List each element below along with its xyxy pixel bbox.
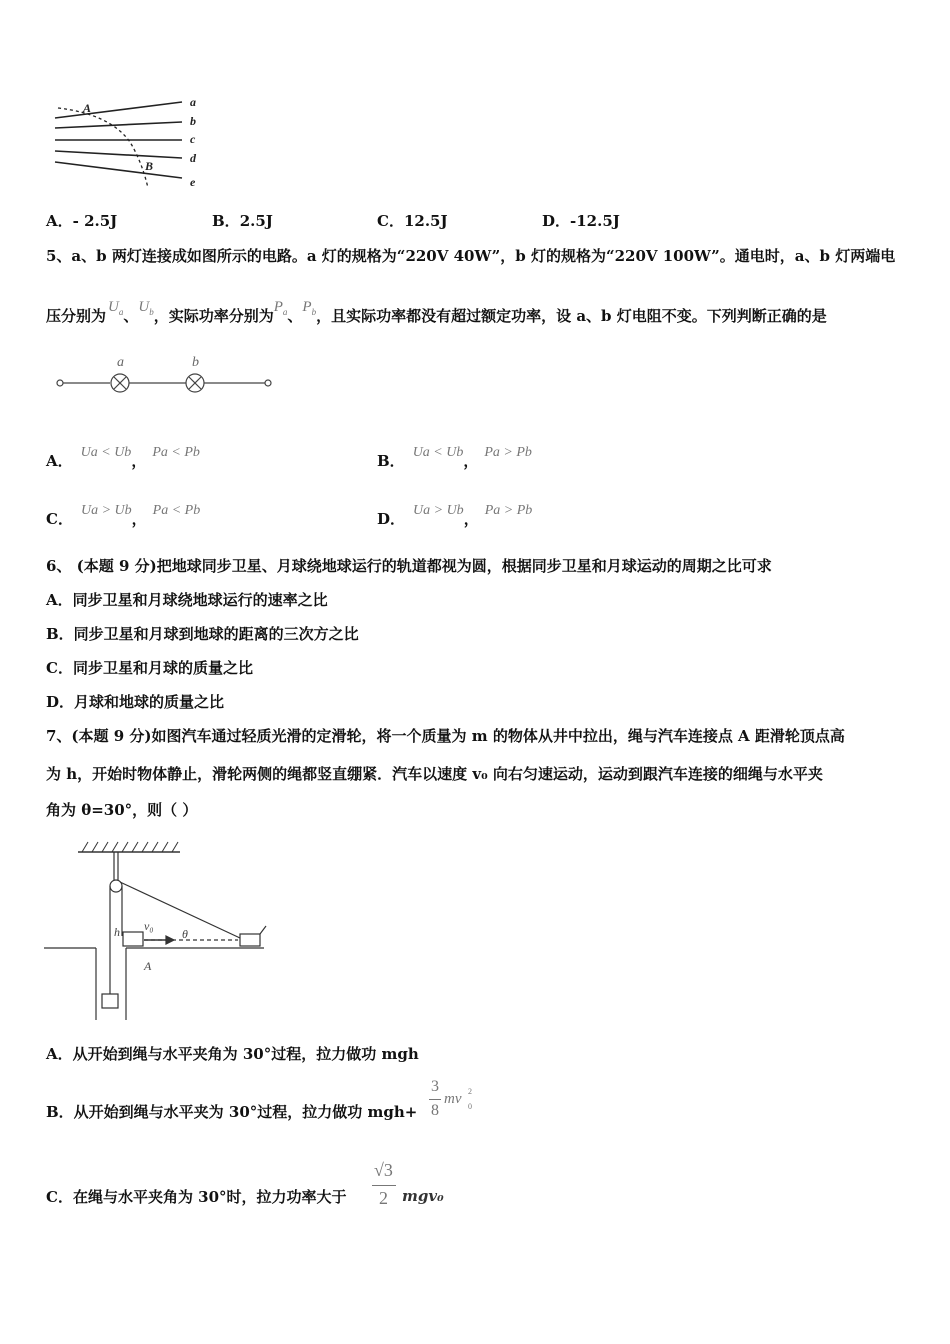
q7-stem-line2: 为 h，开始时物体静止，滑轮两侧的绳都竖直绷紧．汽车以速度 v₀ 向右匀速运动，运动到跟汽车连接的细绳与水平夹 — [46, 765, 823, 783]
q6-option-a: A．同步卫星和月球绕地球运行的速率之比 — [46, 591, 328, 609]
q7-stem-line1: 7、(本题 9 分)如图汽车通过轻质光滑的定滑轮，将一个质量为 m 的物体从井中拉出，绳与汽车连接点 A 距滑轮顶点高 — [46, 727, 845, 745]
car-end-hook — [260, 926, 266, 934]
q5-option-b: B． Ua < Ub， Pa > Pb — [377, 445, 532, 470]
pb-symbol: $P_b$ — [302, 299, 317, 317]
point-A-label: A — [83, 101, 92, 115]
pa-symbol: $P_a$ — [273, 299, 288, 317]
trajectory-path — [58, 108, 148, 188]
q4-option-c: C．12.5J — [377, 212, 448, 230]
field-lines-figure — [50, 92, 210, 194]
car-end — [240, 934, 260, 946]
lamp-a-label: a — [117, 355, 124, 370]
q6-option-b: B．同步卫星和月球到地球的距离的三次方之比 — [46, 625, 359, 643]
q5-option-d: D． Ua > Ub， Pa > Pb — [377, 503, 533, 528]
lamp-b-label: b — [192, 355, 199, 370]
car-start — [123, 932, 143, 946]
q4-option-a: A．- 2.5J — [46, 212, 118, 230]
velocity-arrow — [166, 936, 174, 944]
q6-option-d: D．月球和地球的质量之比 — [46, 693, 225, 711]
field-line-e — [55, 162, 182, 178]
label-d: d — [190, 151, 196, 165]
q6-option-c: C．同步卫星和月球的质量之比 — [46, 659, 253, 677]
q7-option-b: B．从开始到绳与水平夹为 30°过程，拉力做功 mgh+ — [46, 1103, 418, 1121]
field-line-a — [55, 102, 182, 118]
point-B-label: B — [145, 159, 154, 173]
label-e: e — [190, 175, 196, 189]
theta-label: θ — [182, 927, 188, 941]
label-c: c — [190, 132, 196, 146]
q7-option-a: A．从开始到绳与水平夹角为 30°过程，拉力做功 mgh — [46, 1045, 419, 1063]
q7-option-b-formula: 3 8 mv 2 0 — [431, 1078, 472, 1119]
q4-option-d: D．-12.5J — [542, 212, 620, 230]
ub-symbol: $U_b$ — [138, 299, 154, 317]
terminal-left — [57, 380, 63, 386]
q6-stem: 6、 (本题 9 分)把地球同步卫星、月球绕地球运行的轨道都视为圆，根据同步卫星和月球运动的周期之比可求 — [46, 557, 772, 575]
field-line-d — [55, 151, 182, 158]
q5-stem-line1: 5、a、b 两灯连接成如图所示的电路。a 灯的规格为“220V 40W”，b 灯的规格为“220V 100W”。通电时，a、b 灯两端电 — [46, 247, 896, 265]
v0-label: v₀ — [144, 919, 154, 933]
field-line-b — [55, 122, 182, 128]
q7-stem-line3: 角为 θ=30°，则（ ） — [46, 801, 198, 819]
q7-option-c: C．在绳与水平夹角为 30°时，拉力功率大于 — [46, 1188, 347, 1206]
circuit-diagram — [54, 352, 276, 396]
q5-option-c: C． Ua > Ub， Pa < Pb — [46, 503, 201, 528]
terminal-right — [265, 380, 271, 386]
q7-option-c-formula: √3 2 mgv₀ — [374, 1160, 444, 1208]
h-label: h — [114, 925, 120, 939]
point-A-label: A — [144, 959, 152, 973]
weight-block — [102, 994, 118, 1008]
label-a: a — [190, 95, 196, 109]
ua-symbol: $U_a$ — [108, 299, 124, 317]
q5-option-a: A． Ua < Ub， Pa < Pb — [46, 445, 200, 470]
label-b: b — [190, 114, 196, 128]
q5-stem-line2: 压分别为 $U_a$、$U_b$，实际功率分别为$P_a$、$P_b$，且实际功率都没有超过额定功率，设 a、b 灯电阻不变。下列判断正确的是 — [46, 299, 827, 325]
q4-option-b: B．2.5J — [212, 212, 273, 230]
pulley-well-figure — [44, 836, 268, 1020]
